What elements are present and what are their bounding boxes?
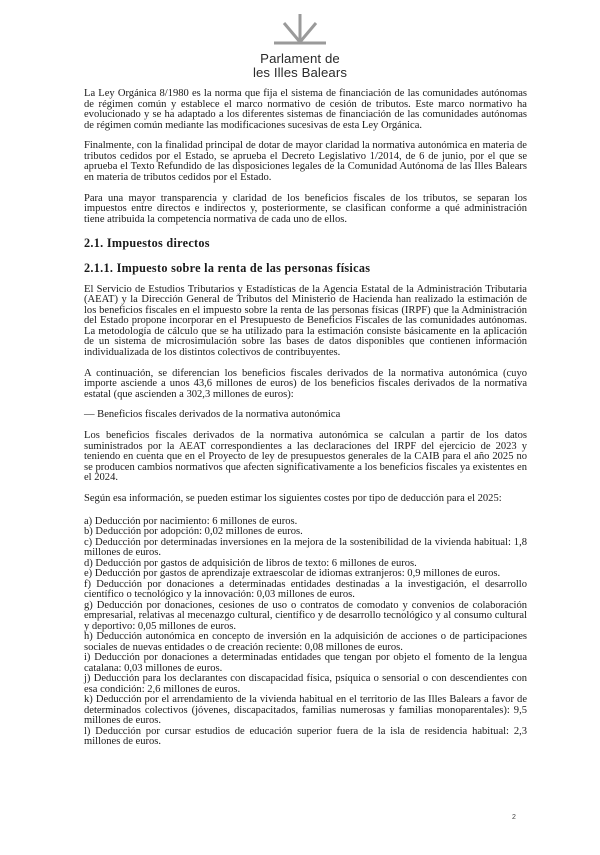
paragraph-servicio-estudios: El Servicio de Estudios Tributarios y Estadísticas de la Agencia Estatal de la Administración Tributaria (AEAT) y la Dirección General de Tributos del Ministerio de Hacienda han realizado la estimación de los beneficios fiscales en el impuesto sobre la renta de las personas físicas (IRPF) que la Administración del Estado propone incorporar en el Presupuesto de Beneficios Fiscales de las comunidades autónomas. La metodología de cálculo que se ha utilizado para la estimación consiste básicamente en la aplicación de un sistema de microsimulación sobre las bases de datos disponibles que contienen información individualizada de los distintos colectivos de contribuyentes. [84, 283, 527, 358]
list-item: i) Deducción por donaciones a determinadas entidades que tengan por objeto el fomento de la lengua catalana: 0,03 millones de euros. [84, 652, 527, 674]
list-item: k) Deducción por el arrendamiento de la vivienda habitual en el territorio de las Illes Balears a favor de determinados colectivos (jóvenes, discapacitados, familias numerosas y familias monoparentales): 9,5 millones de euros. [84, 694, 527, 727]
list-item: d) Deducción por gastos de adquisición de libros de texto: 6 millones de euros. [84, 557, 417, 569]
logo-text [0, 52, 600, 80]
list-item: e) Deducción por gastos de aprendizaje extraescolar de idiomas extranjeros: 0,9 millones de euros. [84, 568, 501, 580]
parliament-sunburst-logo-icon [270, 12, 330, 48]
logo-line-1: Parlament de [260, 51, 340, 66]
list-item: j) Deducción para los declarantes con discapacidad física, psíquica o sensorial o con descendientes con esa condición: 2,6 millones de euros. [84, 673, 527, 695]
list-item: g) Deducción por donaciones, cesiones de uso o contratos de comodato y convenios de colaboración empresarial, relativas al mecenazgo cultural, científico y de desarrollo tecnológico y al consumo cultural y deportivo: 0,05 millones de euros. [84, 599, 527, 632]
list-item: a) Deducción por nacimiento: 6 millones de euros. [84, 515, 298, 527]
page-number: 2 [512, 814, 516, 821]
list-item: c) Deducción por determinadas inversiones en la mejora de la sostenibilidad de la vivienda habitual: 1,8 millones de euros. [84, 536, 527, 559]
list-item: h) Deducción autonómica en concepto de inversión en la adquisición de acciones o de participaciones sociales de nuevas entidades o de creación reciente: 0,08 millones de euros. [84, 631, 527, 653]
document-body [84, 89, 527, 748]
list-item: f) Deducción por donaciones a determinadas entidades destinadas a la investigación, el desarrollo científico o tecnológico y la innovación: 0,03 millones de euros. [84, 578, 527, 601]
paragraph-transparencia: Para una mayor transparencia y claridad de los beneficios fiscales de los tributos, se separan los impuestos entre directos e indirectos y, posteriormente, se clasifican conforme a qué administración tiene atribuida la competencia normativa de cada uno de ellos. [84, 192, 527, 225]
list-item: l) Deducción por cursar estudios de educación superior fuera de la isla de residencia habitual: 2,3 millones de euros. [84, 725, 527, 748]
paragraph-segun-informacion: Según esa información, se pueden estimar los siguientes costes por tipo de deducción para el 2025: [84, 493, 502, 505]
subsection-heading-irpf: 2.1.1. Impuesto sobre la renta de las personas físicas [84, 260, 371, 275]
paragraph-calculo-beneficios: Los beneficios fiscales derivados de la normativa autonómica se calculan a partir de los datos suministrados por la AEAT correspondientes a las declaraciones del IRPF del ejercicio de 2023 y teniendo en cuenta que en el Proyecto de ley de presupuestos generales de la CAIB para el año 2025 no se producen cambios normativos que afecten significativamente a los beneficios fiscales ya existentes en el 2024. [84, 430, 527, 484]
paragraph-beneficios-autonomica-label: — Beneficios fiscales derivados de la normativa autonómica [84, 409, 341, 421]
document-header [0, 12, 600, 80]
paragraph-continuacion: A continuación, se diferencian los beneficios fiscales derivados de la normativa autonómica (cuyo importe asciende a unos 43,6 millones de euros) de los beneficios fiscales derivados de la normativa estatal (que ascienden a 302,3 millones de euros): [84, 367, 527, 400]
deductions-list [84, 517, 527, 748]
section-heading-impuestos-directos: 2.1. Impuestos directos [84, 235, 210, 250]
paragraph-ley-organica: La Ley Orgánica 8/1980 es la norma que fija el sistema de financiación de las comunidades autónomas de régimen común y establece el marco normativo de cesión de tributos. Este marco normativo ha evolucionado y se ha adaptado a los diferentes sistemas de financiación de las comunidades autónomas de régimen común mediante las modificaciones sucesivas de esta Ley Orgánica. [84, 88, 527, 131]
paragraph-decreto-legislativo: Finalmente, con la finalidad principal de dotar de mayor claridad la normativa autonómica en materia de tributos cedidos por el Estado, se aprueba el Decreto Legislativo 1/2014, de 6 de junio, por el que se aprueba el Texto Refundido de las disposiciones legales de la Comunidad Autónoma de las Illes Balears en materia de tributos cedidos por el Estado. [84, 140, 527, 183]
list-item: b) Deducción por adopción: 0,02 millones de euros. [84, 526, 303, 538]
logo-line-2: les Illes Balears [252, 65, 348, 80]
